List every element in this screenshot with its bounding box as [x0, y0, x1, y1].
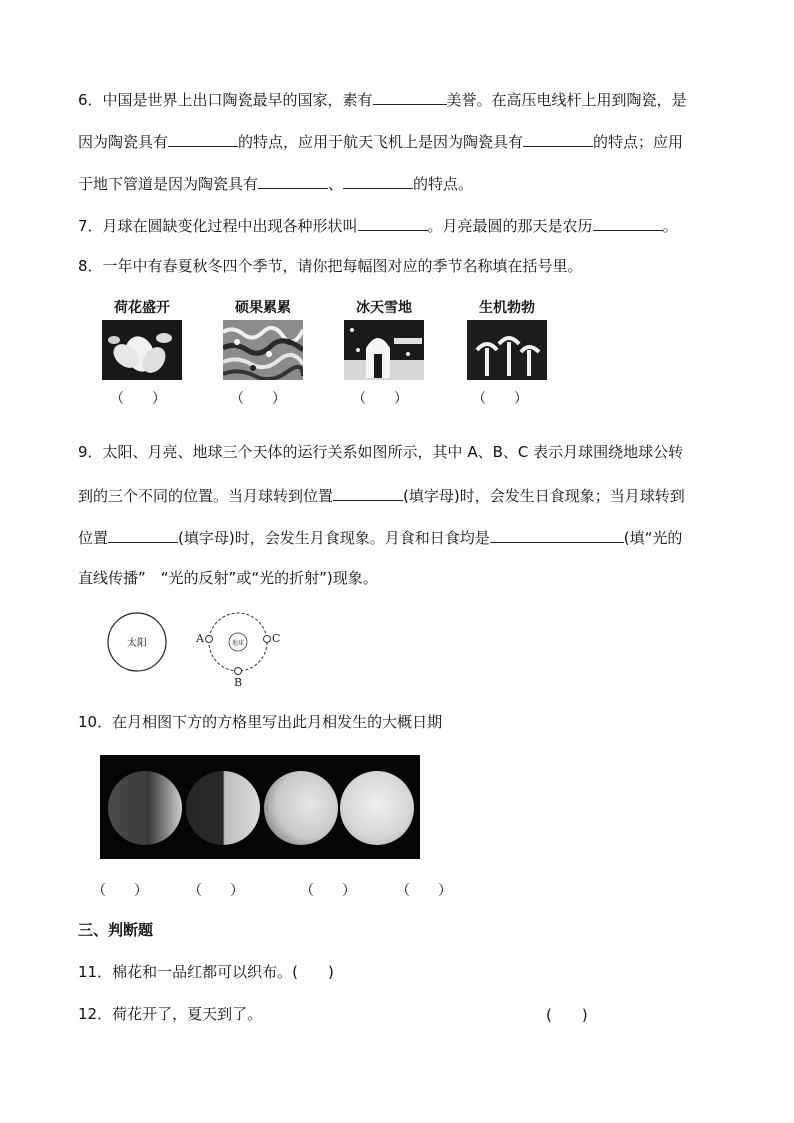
q6-text: 的特点；应用	[593, 133, 684, 151]
q9-line-1: 9．太阳、月亮、地球三个天体的运行关系如图所示，其中 A、B、C 表示月球围绕地球公转	[78, 443, 684, 461]
q6-blank-4[interactable]	[258, 172, 328, 189]
season-card-4	[465, 298, 549, 380]
q6-text: 的特点。	[413, 175, 474, 193]
q9-blank-2[interactable]	[108, 526, 178, 543]
season-answer-1[interactable]: （ ）	[110, 391, 166, 407]
q6-line-3	[78, 172, 473, 194]
q7-text: 。月亮最圆的那天是农历	[427, 217, 593, 235]
section-title: 三、判断题	[78, 921, 154, 939]
season-answer-3[interactable]: （ ）	[352, 391, 408, 407]
q9-text: (填字母)时，会发生日食现象；当月球转到	[403, 487, 685, 505]
earth-label: 地球	[231, 640, 245, 647]
q6-line-2	[78, 130, 683, 152]
harvest-image	[223, 320, 303, 380]
season-card-3	[342, 298, 426, 380]
q7-line	[78, 214, 678, 236]
moon-date-answer-2[interactable]: （ ）	[188, 883, 244, 899]
sun-label: 太阳	[127, 638, 147, 649]
q7-blank-2[interactable]	[593, 214, 663, 231]
q6-text: 的特点，应用于航天飞机上是因为陶瓷具有	[238, 133, 524, 151]
snow-image	[344, 320, 424, 380]
label-b: B	[234, 676, 243, 689]
q6-text: 美誉。在高压电线杆上用到陶瓷，是	[446, 91, 687, 109]
label-c: C	[272, 632, 281, 645]
q12-line: 12．荷花开了，夏天到了。	[78, 1005, 263, 1023]
sprouts-image	[467, 320, 547, 380]
q7-blank-1[interactable]	[358, 214, 428, 231]
q6-line-1	[78, 88, 687, 110]
q8-line: 8．一年中有春夏秋冬四个季节，请你把每幅图对应的季节名称填在括号里。	[78, 257, 583, 275]
season-answer-2[interactable]: （ ）	[230, 391, 286, 407]
moon-position-a	[206, 636, 213, 643]
full-moon	[340, 771, 414, 845]
season-card-2	[221, 298, 305, 380]
q9-line-4: 直线传播” “光的反射”或“光的折射”)现象。	[78, 569, 378, 587]
season-card-1	[100, 298, 184, 380]
q12-answer[interactable]: ( )	[546, 1006, 588, 1024]
q9-text: (填“光的	[623, 529, 683, 547]
q9-line-2	[78, 484, 685, 506]
season-answer-4[interactable]: （ ）	[472, 391, 528, 407]
q7-text: 。	[662, 217, 678, 235]
q9-text: 位置	[78, 529, 109, 547]
moon-date-answer-4[interactable]: （ ）	[396, 883, 452, 899]
q9-line-3	[78, 526, 682, 548]
q6-blank-2[interactable]	[168, 130, 238, 147]
q11-line: 11．棉花和一品红都可以织布。( )	[78, 963, 334, 981]
season-label: 冰天雪地	[356, 300, 412, 316]
q9-text: (填字母)时，会发生月食现象。月食和日食均是	[178, 529, 490, 547]
moon-position-c	[264, 636, 271, 643]
q6-blank-3[interactable]	[523, 130, 593, 147]
orbit-diagram	[90, 602, 300, 692]
label-a: A	[196, 632, 204, 645]
moon-date-answer-1[interactable]: （ ）	[92, 883, 148, 899]
q6-text: 因为陶瓷具有	[78, 133, 169, 151]
moon-phase-image	[100, 755, 420, 859]
q10-line: 10．在月相图下方的方格里写出此月相发生的大概日期	[78, 713, 443, 731]
moon-date-answer-3[interactable]: （ ）	[300, 883, 356, 899]
waxing-crescent-moon	[108, 771, 182, 845]
first-quarter-moon	[186, 771, 260, 845]
q9-blank-3[interactable]	[490, 526, 624, 543]
moon-position-b	[235, 668, 242, 675]
waxing-gibbous-moon	[264, 771, 338, 845]
q9-text: 到的三个不同的位置。当月球转到位置	[78, 487, 334, 505]
q6-text: 6．中国是世界上出口陶瓷最早的国家，素有	[78, 91, 373, 109]
q6-blank-1[interactable]	[373, 88, 447, 105]
season-label: 荷花盛开	[114, 300, 170, 316]
q6-blank-5[interactable]	[343, 172, 413, 189]
season-label: 生机勃勃	[479, 300, 535, 316]
q6-text: 、	[328, 175, 344, 193]
lotus-image	[102, 320, 182, 380]
season-label: 硕果累累	[235, 300, 291, 316]
q9-blank-1[interactable]	[333, 484, 403, 501]
q7-text: 7．月球在圆缺变化过程中出现各种形状叫	[78, 217, 358, 235]
q6-text: 于地下管道是因为陶瓷具有	[78, 175, 259, 193]
